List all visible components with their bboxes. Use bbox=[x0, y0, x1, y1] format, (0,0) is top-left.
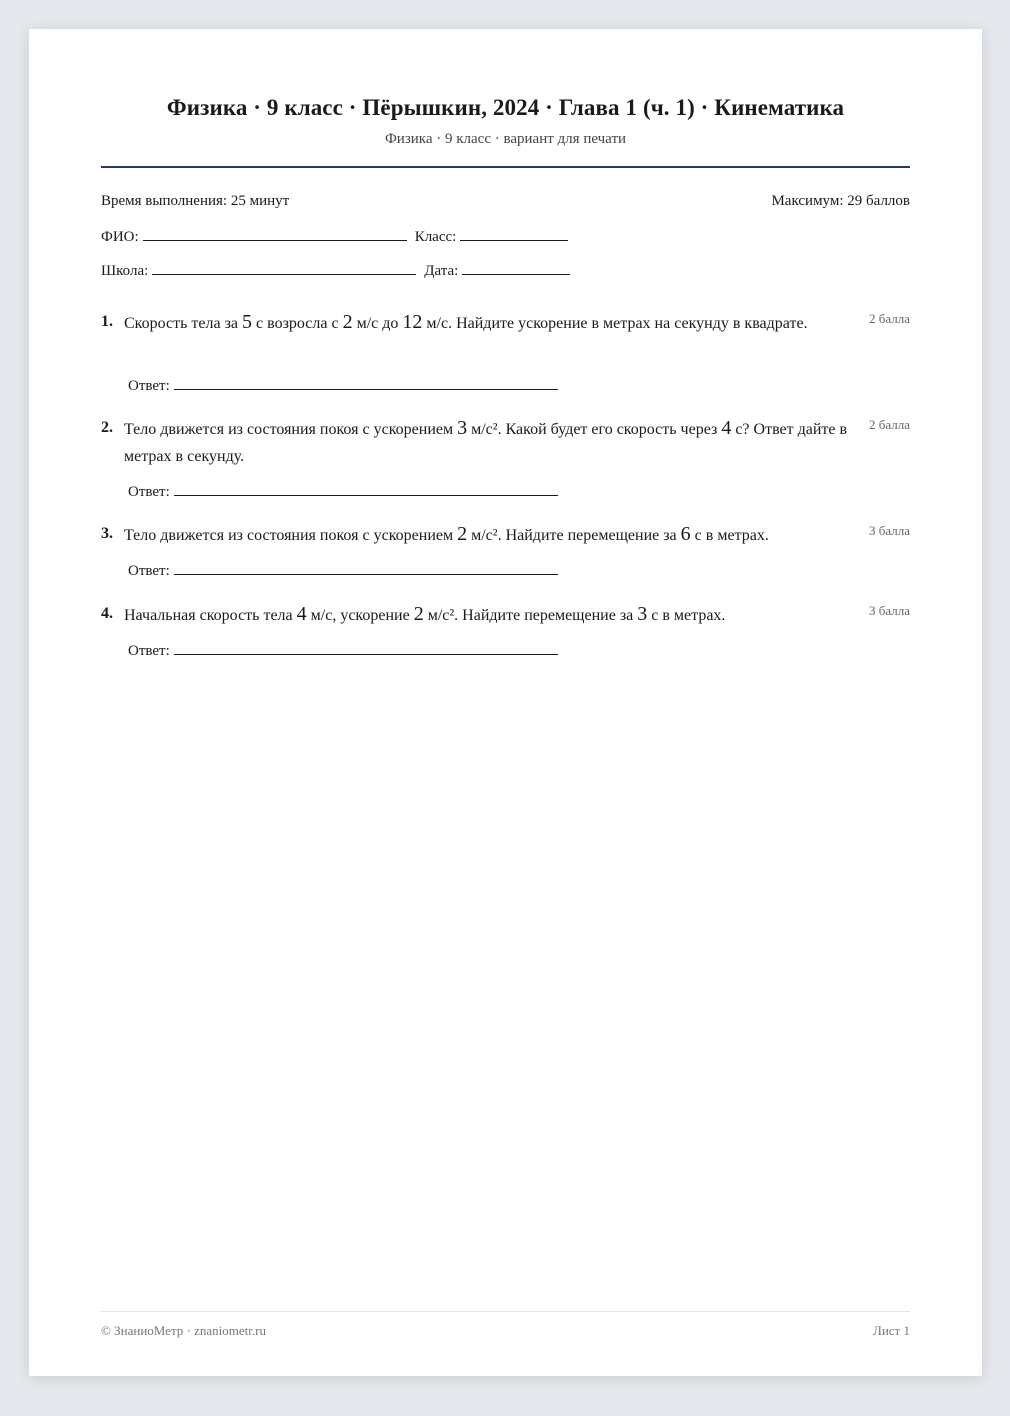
number-part: 5 bbox=[242, 311, 253, 333]
name-field[interactable] bbox=[143, 226, 407, 241]
answer-row bbox=[128, 560, 558, 580]
question-number: 3. bbox=[101, 525, 113, 542]
number-part: 4 bbox=[296, 603, 307, 625]
text-part: с? Ответ дайте в метрах в секунду. bbox=[124, 421, 848, 465]
page-subtitle: Физика · 9 класс · вариант для печати bbox=[384, 131, 627, 147]
footer-divider bbox=[101, 1311, 910, 1312]
text-part: м/с². Какой будет его скорость через bbox=[467, 421, 722, 438]
answer-field[interactable] bbox=[174, 560, 558, 575]
page-content bbox=[101, 29, 910, 1376]
question-text bbox=[124, 309, 852, 337]
number-part: 6 bbox=[680, 523, 691, 545]
max-score: Максимум: 29 баллов bbox=[771, 193, 910, 209]
name-label: ФИО: bbox=[101, 229, 139, 245]
number-part: 4 bbox=[721, 417, 732, 439]
text-part: Тело движется из состояния покоя с ускорением bbox=[124, 527, 458, 544]
answer-field[interactable] bbox=[174, 481, 558, 496]
question-text bbox=[124, 601, 852, 629]
question-number: 4. bbox=[101, 605, 113, 622]
footer-copyright: © ЗнаниоМетр · znaniometr.ru bbox=[101, 1323, 266, 1338]
question-number: 1. bbox=[101, 313, 113, 330]
question-points: 3 балла bbox=[869, 523, 910, 538]
number-part: 2 bbox=[457, 523, 468, 545]
question-text bbox=[124, 415, 852, 470]
answer-label: Ответ: bbox=[128, 563, 170, 579]
text-part: с возросла с bbox=[252, 315, 343, 332]
number-part: 3 bbox=[637, 603, 648, 625]
class-label: Класс: bbox=[414, 229, 457, 245]
text-part: м/с². Найдите перемещение за bbox=[467, 527, 681, 544]
footer-page-number: Лист 1 bbox=[873, 1323, 910, 1338]
answer-row bbox=[128, 375, 558, 395]
question-points: 2 балла bbox=[869, 417, 910, 432]
text-part: м/с, ускорение bbox=[306, 607, 414, 624]
text-part: с в метрах. bbox=[690, 527, 769, 544]
number-part: 2 bbox=[342, 311, 353, 333]
text-part: с в метрах. bbox=[647, 607, 726, 624]
answer-label: Ответ: bbox=[128, 643, 170, 659]
text-part: Начальная скорость тела bbox=[124, 607, 297, 624]
date-field[interactable] bbox=[462, 260, 570, 275]
field-row-school-date bbox=[101, 260, 578, 280]
class-field[interactable] bbox=[460, 226, 568, 241]
time-limit: Время выполнения: 25 минут bbox=[101, 193, 290, 209]
date-label: Дата: bbox=[424, 263, 459, 279]
field-row-name-class bbox=[101, 226, 576, 246]
answer-row bbox=[128, 481, 558, 501]
text-part: м/с². Найдите перемещение за bbox=[423, 607, 638, 624]
worksheet-page bbox=[29, 29, 982, 1376]
question-text bbox=[124, 521, 852, 549]
answer-label: Ответ: bbox=[128, 378, 170, 394]
header-divider bbox=[101, 166, 910, 168]
number-part: 3 bbox=[457, 417, 468, 439]
answer-label: Ответ: bbox=[128, 484, 170, 500]
text-part: Тело движется из состояния покоя с ускорением bbox=[124, 421, 458, 438]
question-points: 3 балла bbox=[869, 603, 910, 618]
school-field[interactable] bbox=[152, 260, 416, 275]
number-part: 12 bbox=[402, 311, 423, 333]
text-part: м/с до bbox=[352, 315, 403, 332]
answer-row bbox=[128, 640, 558, 660]
page-title: Физика · 9 класс · Пёрышкин, 2024 · Глава 1 (ч. 1) · Кинематика bbox=[166, 95, 845, 120]
answer-field[interactable] bbox=[174, 375, 558, 390]
text-part: м/с. Найдите ускорение в метрах на секунду в квадрате. bbox=[422, 315, 808, 332]
school-label: Школа: bbox=[101, 263, 149, 279]
question-number: 2. bbox=[101, 419, 113, 436]
text-part: Скорость тела за bbox=[124, 315, 243, 332]
answer-field[interactable] bbox=[174, 640, 558, 655]
question-points: 2 балла bbox=[869, 311, 910, 326]
number-part: 2 bbox=[413, 603, 424, 625]
